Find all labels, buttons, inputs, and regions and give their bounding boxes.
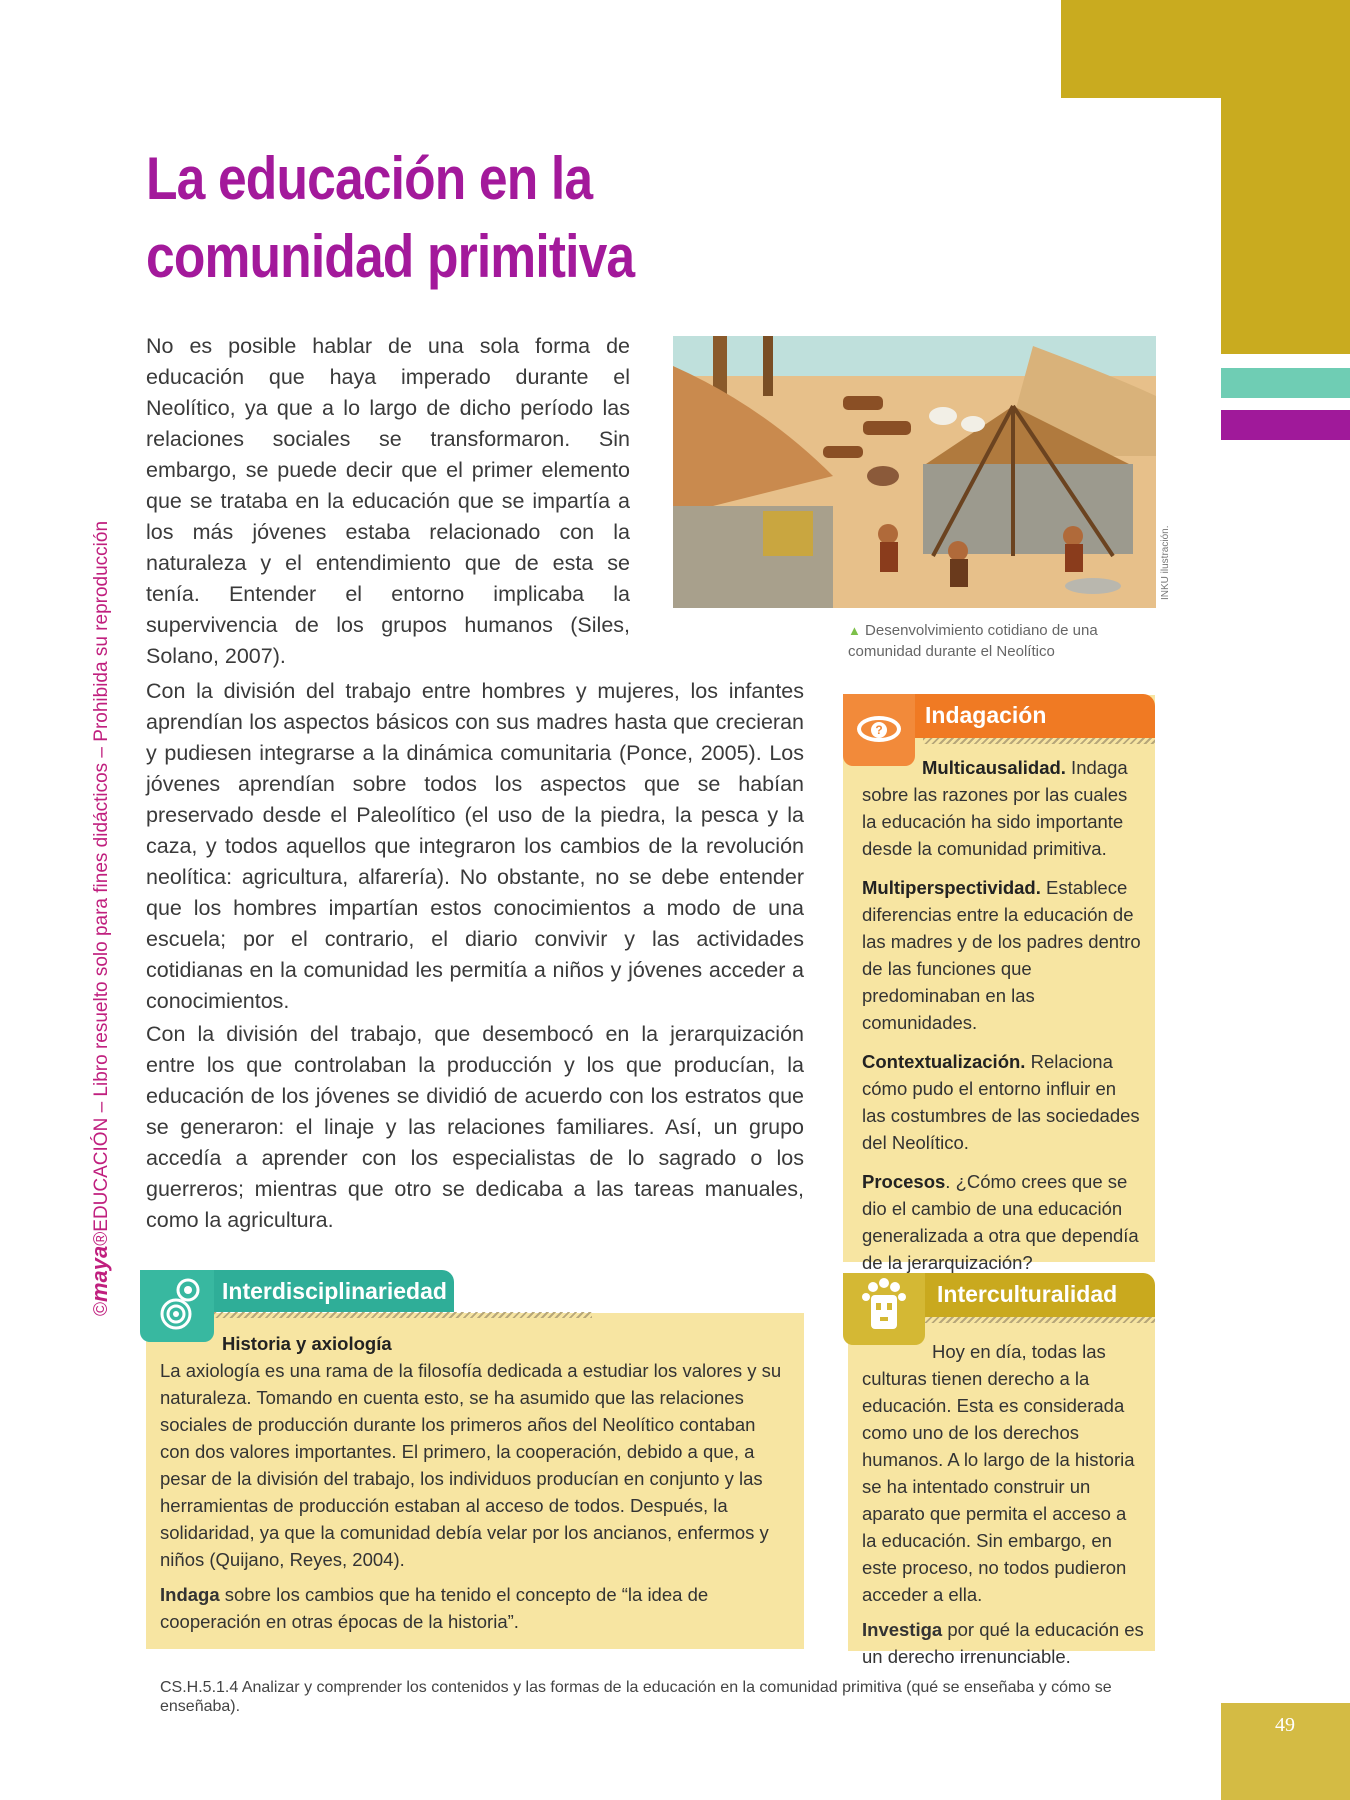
- hatch-divider: [923, 738, 1155, 744]
- eye-question-icon: ?: [843, 694, 915, 766]
- interculturalidad-text: Hoy en día, todas las culturas tienen derecho a la educación. Esta es considerada como uno de los derechos humanos. A lo largo de la historia se ha intentado construir un aparato que permita el acceso a la educación. Sin embargo, en este proceso, no todos pudieron acceder a ella.: [862, 1341, 1135, 1605]
- indagacion-item: Procesos. ¿Cómo crees que se dio el cambio de una educación generalizada a otra que dependía de la jerarquización?: [862, 1171, 1139, 1273]
- decorative-magenta-bar: [1221, 410, 1350, 440]
- indagacion-item: Multiperspectividad. Establece diferencias entre la educación de las madres y de los padres dentro de las funciones que predominaban en las comunidades.: [862, 877, 1141, 1033]
- paragraph-division-trabajo: Con la división del trabajo entre hombres y mujeres, los infantes aprendían los aspectos básicos con sus madres hasta que crecieran y pudiesen integrarse a la dinámica comunitaria (Ponce, 2005). Los jóvenes aprendían sobre todos los aspectos que se habían preservado desde el Paleolítico (el uso de la piedra, la pesca y la caza, y todos aquellos que integraron los cambios de la revolución neolítica: agricultura, alfarería). No obstante, no se debe entender que los hombres impartían estos conocimientos a modo de una escuela; por el contrario, el diario convivir y las actividades cotidianas en la comunidad les permitía a niños y jóvenes acceder a conocimientos.: [146, 679, 804, 1013]
- interdisciplinariedad-task: Indaga sobre los cambios que ha tenido el concepto de “la idea de cooperación en otras épocas de la historia”.: [160, 1584, 709, 1632]
- page-title: La educación en la comunidad primitiva: [146, 145, 635, 290]
- paragraph-jerarquizacion: Con la división del trabajo, que desembocó en la jerarquización entre los que controlaban la producción y los que producían, la educación de los jóvenes se dividió de acuerdo con los estratos que se generaron: el linaje y las relaciones familiares. Así, un grupo accedía a aprender con los especialistas de lo sagrado o los guerreros; mientras que otro se dedicaba a las tareas manuales, como la agricultura.: [146, 1022, 804, 1232]
- decorative-gold-bar-top: [1061, 0, 1350, 98]
- interdisciplinariedad-text: La axiología es una rama de la filosofía dedicada a estudiar los valores y su naturaleza. Tomando en cuenta esto, se ha asumido que las relaciones sociales de producción durante los primeros años del Neolítico contaban con dos valores importantes. El primero, la cooperación, debido a que, a pesar de la división del trabajo, los individuos producían en conjunto y las herramientas de producción estaban al acceso de todos. Después, la solidaridad, ya que la comunidad debía velar por los ancianos, enfermos y niños (Quijano, Reyes, 2004).: [160, 1360, 782, 1570]
- curriculum-footnote: CS.H.5.1.4 Analizar y comprender los contenidos y las formas de la educación en la comunidad primitiva (qué se enseñaba y cómo se enseñaba).: [160, 1679, 1112, 1715]
- page-number: 49: [1275, 1714, 1295, 1736]
- illustration-credit: INKU ilustración.: [1160, 525, 1171, 600]
- indagacion-content: [862, 754, 1144, 1288]
- culture-mask-icon: [843, 1273, 925, 1345]
- hatch-divider: [923, 1317, 1155, 1323]
- illustration-drawing: [673, 336, 1156, 608]
- indagacion-item: Multicausalidad. Indaga sobre las razones por las cuales la educación ha sido importante desde la comunidad primitiva.: [862, 757, 1128, 859]
- indagacion-title: Indagación: [925, 702, 1047, 728]
- caption-triangle-icon: ▲: [848, 623, 861, 638]
- interculturalidad-task: Investiga por qué la educación es un derecho irrenunciable.: [862, 1619, 1144, 1667]
- vertical-copyright-notice: ©maya®EDUCACIÓN – Libro resuelto solo para fines didácticos – Prohibida su reproducción: [87, 520, 112, 1316]
- interdisciplinariedad-subtitle: Historia y axiología: [222, 1333, 392, 1354]
- hatch-divider: [214, 1312, 592, 1318]
- interculturalidad-content: [862, 1338, 1144, 1678]
- decorative-teal-bar: [1221, 368, 1350, 398]
- interdisciplinariedad-title: Interdisciplinariedad: [222, 1278, 447, 1304]
- brand-logo: maya: [87, 1245, 112, 1302]
- decorative-gold-bar-column: [1221, 98, 1350, 354]
- indagacion-item: Contextualización. Relaciona cómo pudo el entorno influir en las costumbres de las sociedades del Neolítico.: [862, 1051, 1140, 1153]
- paragraph-intro: No es posible hablar de una sola forma de educación que haya imperado durante el Neolítico, ya que a lo largo de dicho período las relaciones sociales se transformaron. Sin embargo, se puede decir que el primer elemento que se trataba en la educación que se impartía a los más jóvenes estaba relacionado con la naturaleza y el entendimiento que de esta se tenía. Entender el entorno implicaba la supervivencia de los grupos humanos (Siles, Solano, 2007).: [146, 334, 630, 668]
- interculturalidad-title: Interculturalidad: [937, 1281, 1118, 1307]
- illustration-caption: ▲ Desenvolvimiento cotidiano de una comunidad durante el Neolítico: [848, 622, 1098, 660]
- neolithic-community-illustration: [673, 336, 1156, 608]
- interdisciplinariedad-content: [160, 1330, 790, 1643]
